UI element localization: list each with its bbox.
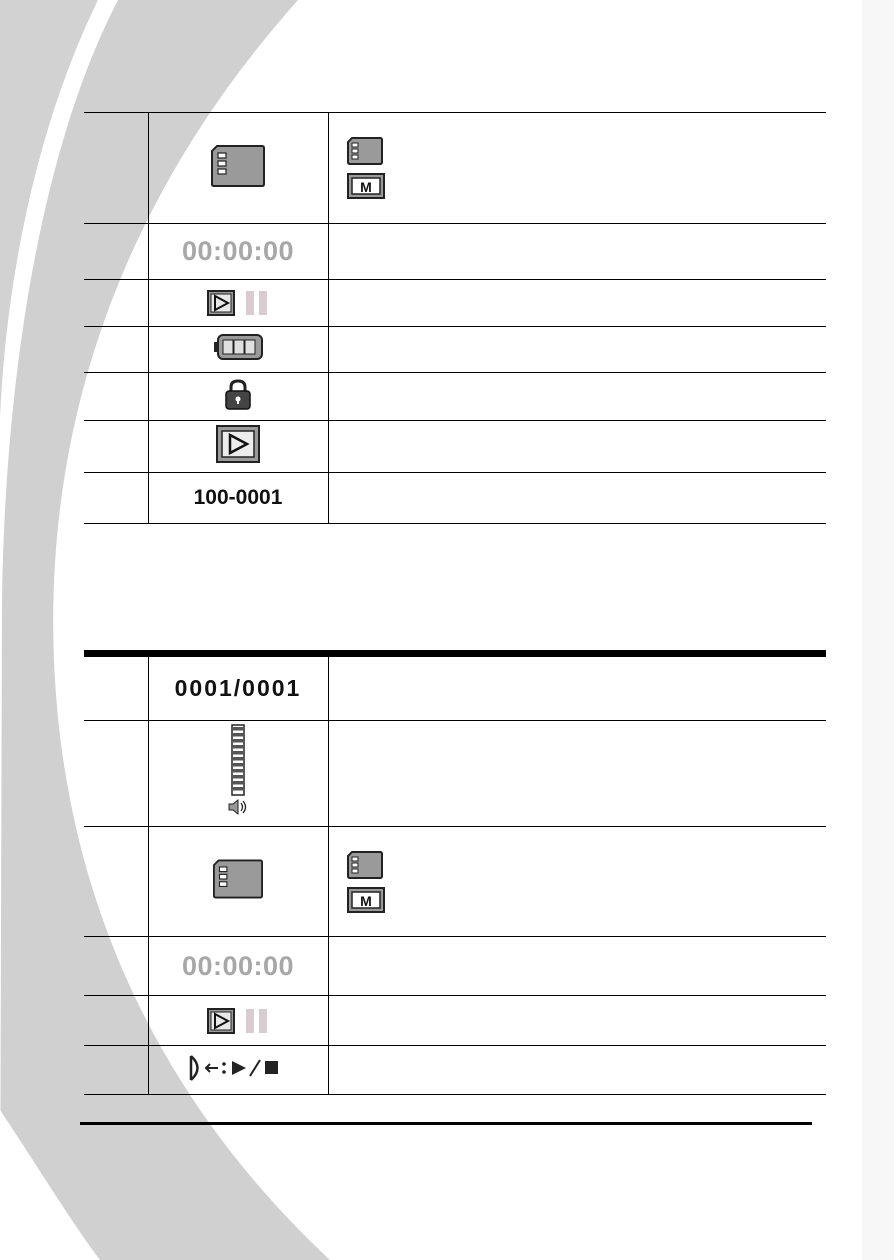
row-number-cell: [84, 421, 148, 473]
table-row: [84, 721, 826, 827]
pause-icon: [245, 290, 269, 316]
description-cell: [328, 224, 826, 280]
play-icon: [207, 290, 235, 316]
table-row: [84, 280, 826, 327]
table-row: [84, 113, 826, 224]
description-cell: [328, 827, 826, 937]
icon-cell: [148, 373, 328, 421]
page-edge-strip: [862, 0, 894, 1260]
file-counter: 0001/0001: [174, 675, 302, 701]
battery-icon: [213, 334, 263, 360]
icon-cell: [148, 224, 328, 280]
footer-rule: [80, 1122, 812, 1125]
description-cell: [328, 113, 826, 224]
row-number-cell: [84, 280, 148, 327]
description-cell: [328, 473, 826, 524]
row-number-cell: [84, 721, 148, 827]
table-row: [84, 373, 826, 421]
lock-icon: [223, 378, 253, 410]
icon-cell: [148, 996, 328, 1046]
table-row: [84, 827, 826, 937]
table-row: [84, 327, 826, 373]
recording-time: 00:00:00: [181, 236, 295, 266]
volume-bar-icon: [225, 724, 251, 818]
description-cell: [328, 721, 826, 827]
description-cell: [328, 654, 826, 721]
row-number-cell: [84, 937, 148, 996]
row-number-cell: [84, 327, 148, 373]
row-number-cell: [84, 113, 148, 224]
icon-cell: [148, 937, 328, 996]
icon-cell: [148, 721, 328, 827]
row-number-cell: [84, 827, 148, 937]
memory-label: M: [359, 892, 372, 909]
table-row: [84, 224, 826, 280]
description-cell: [328, 280, 826, 327]
row-number-cell: [84, 373, 148, 421]
osd-icon-table-1: [84, 112, 826, 524]
row-number-cell: [84, 996, 148, 1046]
description-cell: [328, 421, 826, 473]
sd-card-small-icon: [347, 137, 383, 165]
table-row: [84, 996, 826, 1046]
file-number: 100-0001: [193, 486, 283, 509]
sd-card-icon: [213, 859, 263, 899]
description-cell: [328, 327, 826, 373]
shutter-button-guide-icon: [188, 1053, 288, 1083]
row-number-cell: [84, 224, 148, 280]
icon-cell: [148, 827, 328, 937]
table-row: [84, 473, 826, 524]
table-row: [84, 654, 826, 721]
icon-cell: [148, 1046, 328, 1095]
description-cell: [328, 373, 826, 421]
row-number-cell: [84, 654, 148, 721]
row-number-cell: [84, 473, 148, 524]
pause-icon: [245, 1008, 269, 1034]
table-row: [84, 1046, 826, 1095]
icon-cell: [148, 421, 328, 473]
playback-time: 00:00:00: [181, 950, 295, 981]
description-cell: [328, 996, 826, 1046]
icon-cell: [148, 327, 328, 373]
memory-label: M: [359, 179, 372, 195]
osd-icon-table-2: [84, 650, 826, 1095]
table-row: [84, 421, 826, 473]
description-cell: [328, 937, 826, 996]
icon-cell: [148, 113, 328, 224]
sd-card-icon: [211, 145, 265, 187]
internal-memory-icon: [347, 887, 385, 913]
row-number-cell: [84, 1046, 148, 1095]
table-row: [84, 937, 826, 996]
description-cell: [328, 1046, 826, 1095]
icon-cell: [148, 473, 328, 524]
internal-memory-icon: [347, 173, 385, 199]
play-icon: [207, 1008, 235, 1034]
icon-cell: [148, 280, 328, 327]
sd-card-small-icon: [347, 851, 383, 879]
playback-mode-icon: [216, 425, 260, 463]
icon-cell: [148, 654, 328, 721]
